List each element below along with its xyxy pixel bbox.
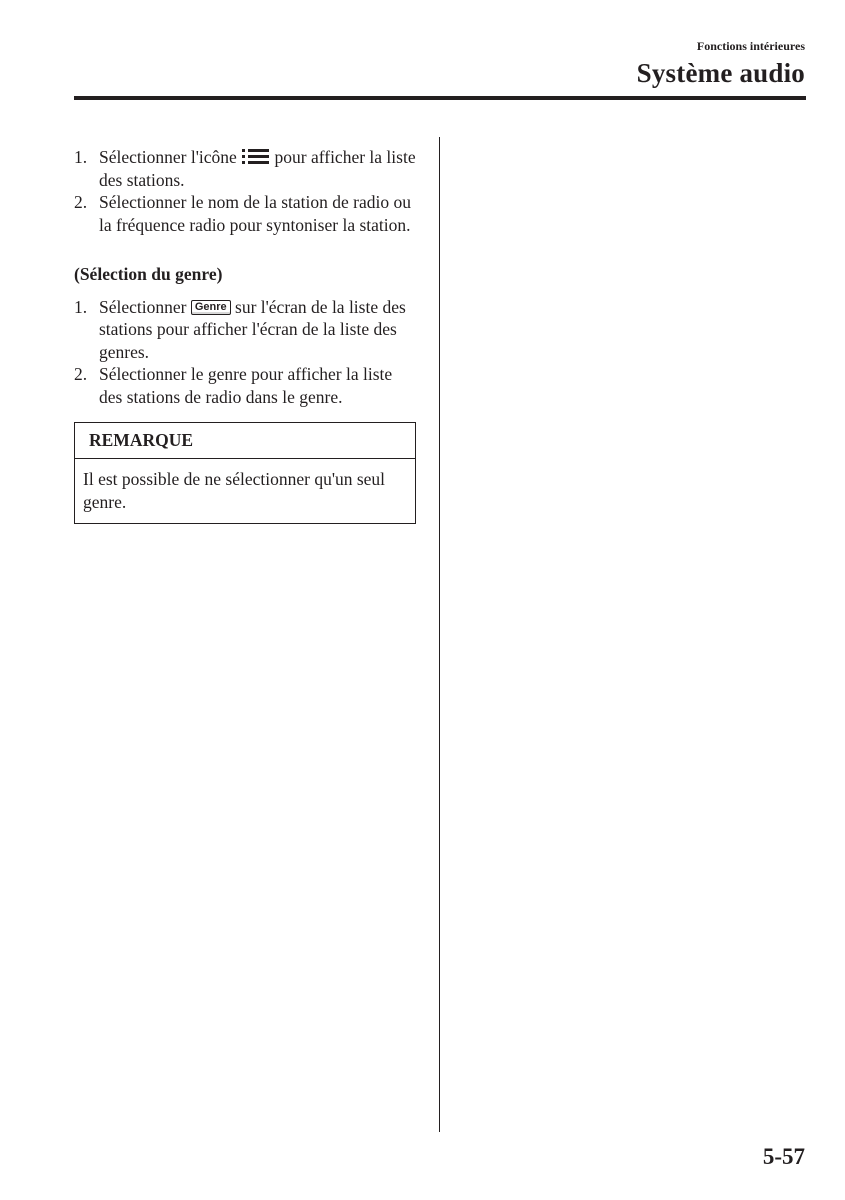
step-text: pour afficher la liste des stations. bbox=[99, 147, 416, 190]
step-number: 2. bbox=[74, 364, 88, 384]
list-icon bbox=[241, 148, 270, 165]
genre-heading: (Sélection du genre) bbox=[74, 264, 223, 284]
section-name: Fonctions intérieures bbox=[696, 39, 805, 53]
step-text: Sélectionner bbox=[99, 296, 187, 317]
left-column bbox=[74, 146, 416, 524]
list-item bbox=[74, 191, 416, 236]
list-item bbox=[74, 363, 416, 408]
step-text: Sélectionner l'icône bbox=[99, 147, 237, 167]
note-box bbox=[74, 422, 416, 524]
note-title: REMARQUE bbox=[75, 423, 415, 459]
step-text: Sélectionner le nom de la station de radio ou la fréquence radio pour syntoniser la station. bbox=[99, 192, 411, 235]
step-number: 2. bbox=[74, 192, 88, 212]
page-number: 5-57 bbox=[762, 1144, 805, 1169]
step-number: 1. bbox=[74, 296, 88, 317]
note-body: Il est possible de ne sélectionner qu'un seul genre. bbox=[83, 469, 386, 512]
chapter-title: Système audio bbox=[636, 58, 805, 88]
list-item bbox=[74, 296, 416, 364]
list-item bbox=[74, 146, 416, 191]
page-header bbox=[637, 38, 805, 90]
step-text: sur l'écran de la liste des stations pour afficher l'écran de la liste des genres. bbox=[99, 296, 406, 362]
genre-button: Genre bbox=[191, 300, 231, 315]
header-rule bbox=[74, 96, 806, 100]
step-number: 1. bbox=[74, 147, 88, 167]
station-steps bbox=[74, 146, 416, 236]
column-divider bbox=[439, 137, 440, 1132]
step-text: Sélectionner le genre pour afficher la liste des stations de radio dans le genre. bbox=[99, 364, 393, 407]
genre-steps bbox=[74, 296, 416, 409]
